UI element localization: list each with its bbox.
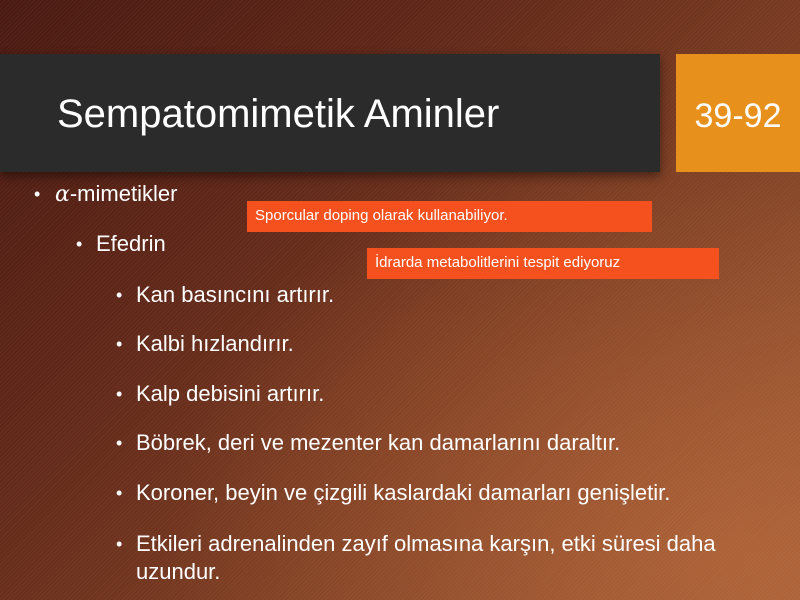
note-metabolites: İdrarda metabolitlerini tespit ediyoruz (367, 248, 719, 279)
bullet-item: Etkileri adrenalinden zayıf olmasına karşın, etki süresi daha (136, 531, 716, 556)
slide-title: Sempatomimetik Aminler (57, 92, 500, 136)
bullet-alpha-mimetikler (55, 180, 177, 209)
note-doping: Sporcular doping olarak kullanabiliyor. (247, 201, 652, 232)
bullet-label: -mimetikler (69, 181, 178, 206)
bullet-icon: • (116, 285, 123, 305)
bullet-icon: • (34, 184, 41, 204)
bullet-icon: • (116, 384, 123, 404)
bullet-efedrin: Efedrin (96, 231, 166, 256)
bullet-icon: • (116, 433, 123, 453)
alpha-symbol: α (55, 182, 70, 207)
bullet-item: Böbrek, deri ve mezenter kan damarlarını daraltır. (136, 430, 621, 455)
bullet-item-continued: uzundur. (136, 559, 221, 584)
bullet-icon: • (116, 483, 123, 503)
bullet-icon: • (116, 534, 123, 554)
bullet-item: Kalp debisini artırır. (136, 381, 325, 406)
bullet-item: Kalbi hızlandırır. (136, 331, 294, 356)
bullet-icon: • (76, 234, 83, 254)
page-number: 39-92 (694, 97, 782, 135)
bullet-item: Koroner, beyin ve çizgili kaslardaki damarları genişletir. (136, 480, 671, 505)
bullet-item: Kan basıncını artırır. (136, 282, 335, 307)
bullet-icon: • (116, 334, 123, 354)
